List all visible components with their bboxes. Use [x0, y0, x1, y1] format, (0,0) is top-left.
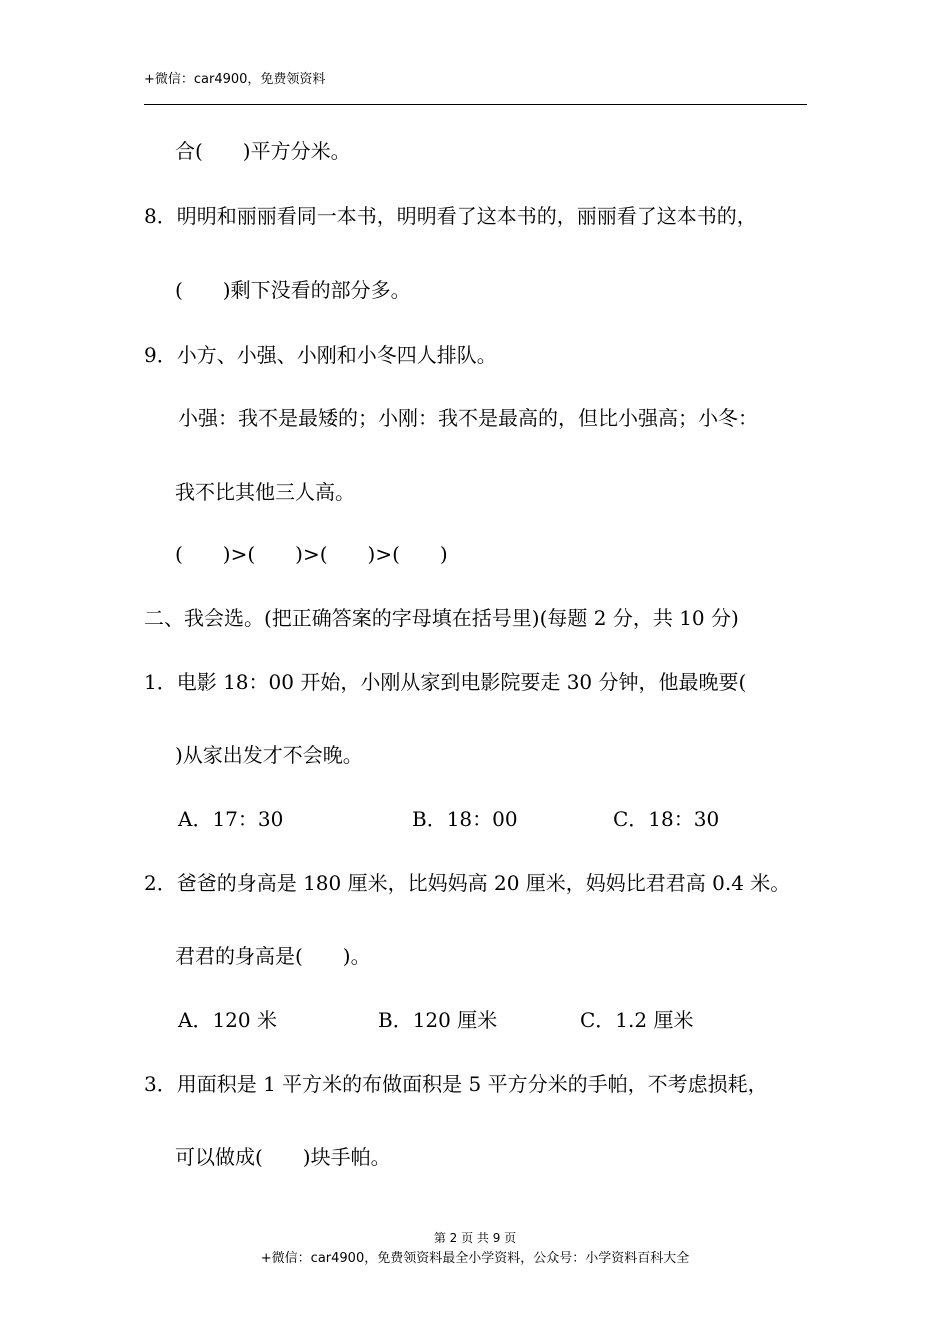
q1-option-b: B．18：00	[412, 807, 518, 831]
question-9-clue-1: 小强：我不是最矮的；小刚：我不是最高的，但比小强高；小冬：	[178, 406, 758, 430]
q1-option-a: A．17：30	[178, 807, 284, 831]
choice-question-1: 1．电影 18：00 开始，小刚从家到电影院要走 30 分钟，他最晚要(	[144, 670, 747, 694]
choice-question-2-cont: 君君的身高是( )。	[175, 944, 371, 968]
q2-option-b: B．120 厘米	[378, 1008, 498, 1032]
question-9-clue-2: 我不比其他三人高。	[175, 480, 355, 504]
q2-option-c: C．1.2 厘米	[580, 1008, 694, 1032]
choice-question-3-cont: 可以做成( )块手帕。	[175, 1145, 391, 1169]
continued-line: 合( )平方分米。	[175, 139, 351, 163]
q1-option-c: C．18：30	[613, 807, 720, 831]
question-9: 9．小方、小强、小刚和小冬四人排队。	[144, 343, 497, 367]
choice-question-1-cont: )从家出发才不会晚。	[175, 743, 363, 767]
q2-option-a: A．120 米	[178, 1008, 277, 1032]
section-2-heading: 二、我会选。(把正确答案的字母填在括号里)(每题 2 分，共 10 分)	[144, 606, 739, 630]
question-8: 8．明明和丽丽看同一本书，明明看了这本书的，丽丽看了这本书的，	[144, 204, 757, 228]
question-8-blank-line: ( )剩下没看的部分多。	[175, 278, 411, 302]
footer-note: +微信：car4900，免费领资料最全小学资料，公众号：小学资料百科大全	[260, 1251, 690, 1266]
page-number: 第 2 页 共 9 页	[433, 1231, 517, 1245]
header-divider	[144, 104, 807, 105]
question-9-answer-blanks: ( )>( )>( )>( )	[175, 542, 448, 566]
header-note: +微信：car4900，免费领资料	[144, 72, 326, 87]
choice-question-3: 3．用面积是 1 平方米的布做面积是 5 平方分米的手帕，不考虑损耗，	[144, 1072, 768, 1096]
choice-question-2: 2．爸爸的身高是 180 厘米，比妈妈高 20 厘米，妈妈比君君高 0.4 米。	[144, 871, 791, 895]
